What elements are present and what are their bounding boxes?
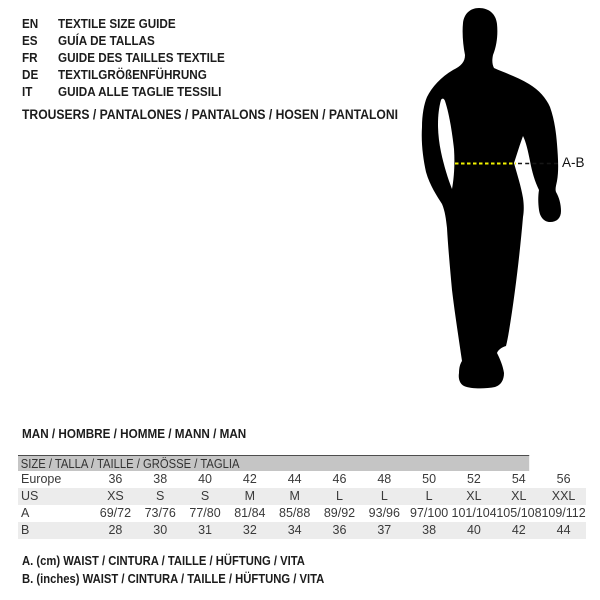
table-cell: 30 (153, 523, 168, 537)
table-cell: 40 (466, 523, 481, 537)
language-label: TEXTILE SIZE GUIDE (58, 16, 176, 31)
table-cell: S (156, 489, 165, 503)
table-cell: 44 (287, 472, 302, 486)
table-cell: 77/80 (189, 506, 221, 520)
table-cell: 42 (242, 472, 257, 486)
table-cell: 38 (422, 523, 437, 537)
table-cell: L (425, 489, 433, 503)
row-label: Europe (21, 472, 62, 486)
table-cell: L (380, 489, 388, 503)
language-label: GUIDA ALLE TAGLIE TESSILI (58, 84, 222, 99)
table-cell: L (336, 489, 343, 503)
table-header: SIZE / TALLA / TAILLE / GRÖSSE / TAGLIA (18, 455, 529, 471)
table-cell: 52 (466, 472, 481, 486)
language-label: GUÍA DE TALLAS (58, 33, 155, 48)
footnotes (22, 552, 358, 588)
figure-silhouette (410, 0, 600, 400)
table-cell: M (244, 489, 256, 503)
table-body (18, 471, 586, 539)
table-cell: S (200, 489, 210, 503)
table-cell: 101/104 (451, 506, 497, 520)
man-silhouette-graphic (410, 0, 600, 400)
language-code: ES (22, 33, 38, 48)
table-cell: XXL (551, 489, 576, 503)
language-code: FR (22, 50, 38, 65)
table-cell: 38 (153, 472, 168, 486)
table-cell: 46 (332, 472, 347, 486)
size-table (18, 455, 586, 539)
language-code: EN (22, 16, 39, 31)
row-label: US (21, 489, 39, 503)
table-cell: 69/72 (99, 506, 132, 520)
table-cell: 50 (422, 472, 437, 486)
table-cell: 36 (108, 472, 123, 486)
table-cell: XL (466, 489, 482, 503)
table-cell: 32 (242, 523, 257, 537)
measure-label-a-b: A-B (562, 155, 585, 170)
language-label: GUIDE DES TAILLES TEXTILE (58, 50, 225, 65)
table-row (18, 471, 586, 488)
table-cell: 28 (108, 523, 123, 537)
language-row (22, 49, 243, 66)
language-row (22, 66, 243, 83)
table-row (18, 488, 586, 505)
category-title: TROUSERS / PANTALONES / PANTALONS / HOSEN / PANTALONI (22, 107, 398, 122)
language-row (22, 32, 243, 49)
table-cell: 73/76 (144, 506, 176, 520)
table-cell: M (289, 489, 300, 503)
table-cell: 42 (511, 523, 526, 537)
table-cell: 56 (556, 472, 571, 486)
table-cell: 93/96 (368, 506, 400, 520)
language-row (22, 83, 243, 100)
table-cell: 109/112 (541, 506, 586, 520)
table-cell: 54 (511, 472, 526, 486)
footnote-a: A. (cm) WAIST / CINTURA / TAILLE / HÜFTUNG / VITA (22, 554, 305, 568)
man-silhouette-body (422, 8, 561, 388)
row-label: A (21, 506, 30, 520)
table-row (18, 505, 586, 522)
language-list (22, 15, 243, 100)
language-code: IT (22, 84, 33, 99)
row-label: B (21, 523, 30, 537)
section-title: MAN / HOMBRE / HOMME / MANN / MAN (22, 426, 247, 441)
table-cell: 31 (198, 523, 212, 537)
table-cell: 36 (332, 523, 347, 537)
table-row (18, 522, 586, 539)
language-label: TEXTILGRÖßENFÜHRUNG (58, 67, 207, 82)
table-cell: 105/108 (496, 506, 542, 520)
table-cell: 85/88 (279, 506, 311, 520)
table-cell: XS (107, 489, 124, 503)
language-row (22, 15, 243, 32)
table-cell: 89/92 (323, 506, 356, 520)
table-cell: 37 (377, 523, 392, 537)
table-cell: 34 (287, 523, 302, 537)
table-cell: 44 (556, 523, 571, 537)
table-cell: 40 (198, 472, 212, 486)
footnote-b: B. (inches) WAIST / CINTURA / TAILLE / HÜFTUNG / VITA (22, 572, 325, 586)
language-code: DE (22, 67, 39, 82)
table-cell: 48 (377, 472, 392, 486)
table-cell: XL (511, 489, 527, 503)
table-cell: 81/84 (234, 506, 266, 520)
table-cell: 97/100 (410, 506, 449, 520)
